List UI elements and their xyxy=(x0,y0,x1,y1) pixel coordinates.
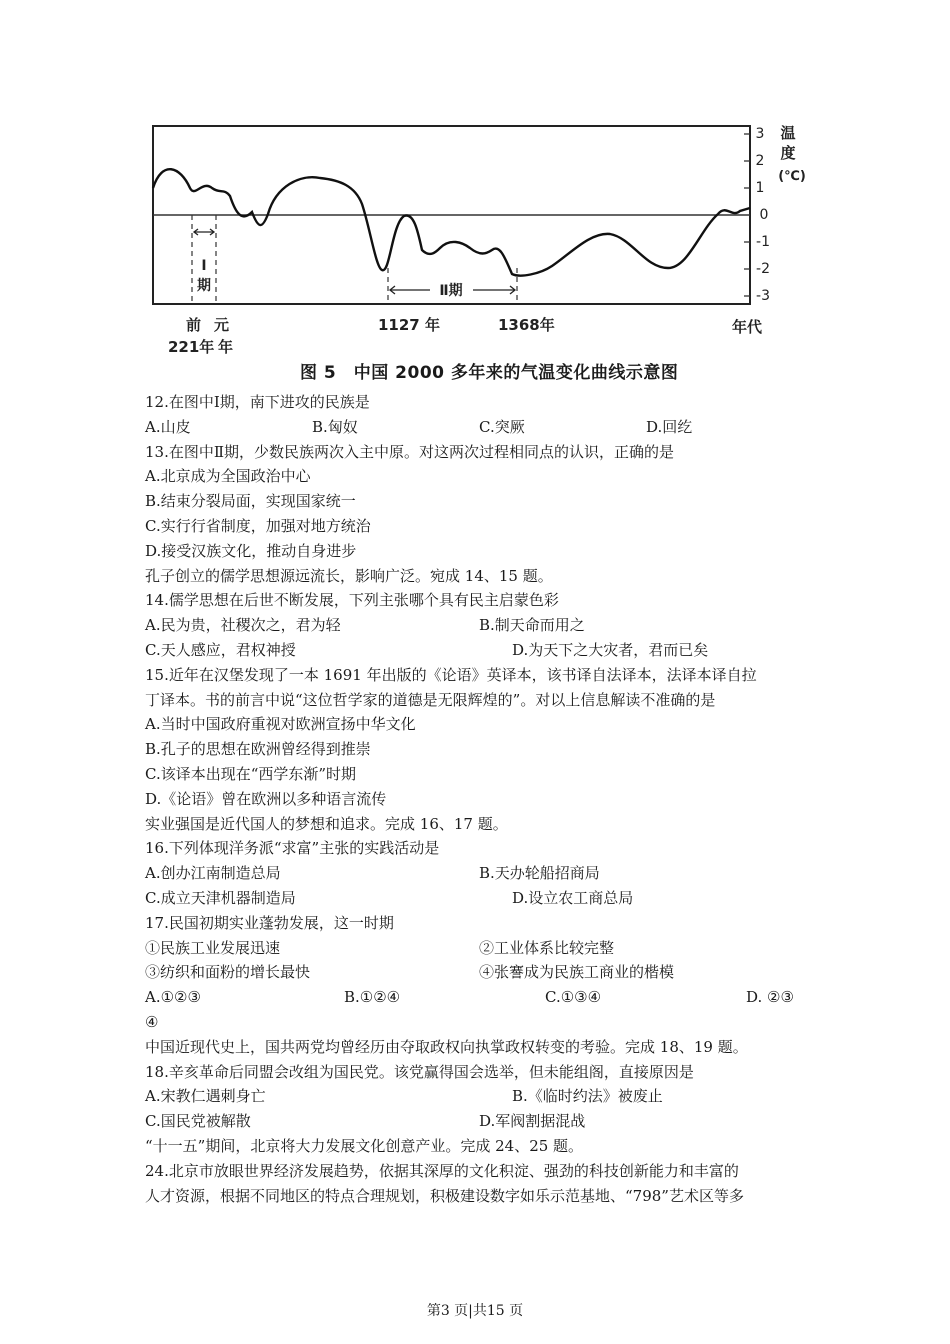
y-tick-label: 3 xyxy=(755,126,765,142)
period1-label-2: 期 xyxy=(197,278,211,294)
svg-text:度: 度 xyxy=(780,144,796,162)
x-label-1127: 1127 年 xyxy=(378,316,440,334)
question-stem: 17.民国初期实业蓬勃发展，这一时期 xyxy=(145,913,394,932)
y-tick-label: 0 xyxy=(759,207,769,223)
option-text: D.《论语》曾在欧洲以多种语言流传 xyxy=(145,789,387,808)
option-text: C.该译本出现在“西学东渐”时期 xyxy=(145,764,357,783)
question-stem: 丁译本。书的前言中说“这位哲学家的道德是无限辉煌的”。对以上信息解读不准确的是 xyxy=(145,690,716,709)
passage-intro: 实业强国是近代国人的梦想和追求。完成 16、17 题。 xyxy=(145,814,508,833)
svg-text:温: 温 xyxy=(780,124,796,142)
x-label-qian: 前 xyxy=(186,316,202,334)
y-tick-label: -1 xyxy=(756,234,770,250)
option-text: D.回纥 xyxy=(646,417,693,436)
option-row xyxy=(145,1084,815,1109)
passage-intro: 中国近现代史上，国共两党均曾经历由夺取政权向执掌政权转变的考验。完成 18、19 题。 xyxy=(145,1037,748,1056)
question-stem: 13.在图中Ⅱ期，少数民族两次入主中原。对这两次过程相同点的认识，正确的是 xyxy=(145,442,675,461)
temperature-curve xyxy=(153,169,750,275)
period2-label: Ⅱ期 xyxy=(439,283,463,299)
option-text: B.天办轮船招商局 xyxy=(479,864,600,883)
option-text: B.匈奴 xyxy=(312,417,358,436)
y-tick-label: 1 xyxy=(755,180,765,196)
option-text: A.宋教仁遇刺身亡 xyxy=(145,1087,266,1106)
option-text: C.①③④ xyxy=(545,988,602,1007)
temperature-chart xyxy=(140,118,810,363)
option-text: B.孔子的思想在欧洲曾经得到推崇 xyxy=(145,740,371,759)
option-row xyxy=(145,613,815,638)
y-tick-label: -3 xyxy=(756,288,770,304)
statement-text: ④张謇成为民族工商业的楷模 xyxy=(479,963,675,982)
option-row xyxy=(145,1109,815,1134)
option-text: C.突厥 xyxy=(479,417,525,436)
question-stem: 16.下列体现洋务派“求富”主张的实践活动是 xyxy=(145,839,440,858)
option-text: D.为天下之大灾者，君而已矣 xyxy=(512,640,709,659)
option-row xyxy=(145,886,815,911)
option-text: A.①②③ xyxy=(145,988,201,1007)
question-text xyxy=(145,390,815,1208)
statement-text: ②工业体系比较完整 xyxy=(479,938,615,957)
option-text: A.民为贵，社稷次之，君为轻 xyxy=(145,616,341,635)
option-text: D.军阀割据混战 xyxy=(479,1112,586,1131)
option-text: C.天人感应，君权神授 xyxy=(145,640,296,659)
option-text: C.成立天津机器制造局 xyxy=(145,888,296,907)
option-text: A.当时中国政府重视对欧洲宣扬中华文化 xyxy=(145,715,416,734)
passage-intro: 孔子创立的儒学思想源远流长，影响广泛。宛成 14、15 题。 xyxy=(145,566,553,585)
x-label-yuan: 元 xyxy=(214,316,230,334)
option-text: D. ②③ xyxy=(746,988,794,1007)
page-footer: 第3 页|共15 页 xyxy=(426,1303,524,1319)
x-label-221: 221年 xyxy=(168,338,215,356)
option-text: B.制天命而用之 xyxy=(479,616,585,635)
option-row xyxy=(145,861,815,886)
x-label-1368: 1368年 xyxy=(498,316,555,334)
option-row xyxy=(145,415,815,440)
x-axis-labels xyxy=(168,316,763,356)
temperature-chart-figure xyxy=(140,118,810,363)
statement-row xyxy=(145,936,815,961)
option-text: B.《临时约法》被废止 xyxy=(512,1087,663,1106)
option-row xyxy=(145,985,815,1010)
option-text: A.创办江南制造总局 xyxy=(145,864,281,883)
question-stem: 18.辛亥革命后同盟会改组为国民党。该党赢得国会选举，但未能组阁，直接原因是 xyxy=(145,1062,694,1081)
statement-row xyxy=(145,960,815,985)
x-label-nian: 年 xyxy=(218,338,234,356)
question-stem: 15.近年在汉堡发现了一本 1691 年出版的《论语》英译本，该书译自法译本，法译本译自拉 xyxy=(145,665,757,684)
option-text: C.实行行省制度，加强对地方统治 xyxy=(145,516,371,535)
option-text: A.山皮 xyxy=(145,417,191,436)
y-tick-labels xyxy=(756,126,770,304)
option-text: B.①②④ xyxy=(344,988,401,1007)
question-stem: 12.在图中Ⅰ期，南下进攻的民族是 xyxy=(145,393,370,411)
statement-text: ③纺织和面粉的增长最快 xyxy=(145,963,311,982)
x-label-niandai: 年代 xyxy=(732,318,763,336)
period1-label-1: Ⅰ xyxy=(201,258,207,274)
statement-text: ①民族工业发展迅速 xyxy=(145,938,281,957)
option-text: ④ xyxy=(145,1012,159,1031)
option-text: D.接受汉族文化，推动自身进步 xyxy=(145,541,357,560)
question-stem: 人才资源，根据不同地区的特点合理规划，积极建设数字如乐示范基地、“798”艺术区等多 xyxy=(145,1186,744,1205)
option-text: A.北京成为全国政治中心 xyxy=(145,467,311,486)
y-tick-label: -2 xyxy=(756,261,770,277)
y-tick-label: 2 xyxy=(755,153,765,169)
option-text: D.设立农工商总局 xyxy=(512,888,634,907)
question-stem: 14.儒学思想在后世不断发展，下列主张哪个具有民主启蒙色彩 xyxy=(145,591,559,610)
passage-intro: “十一五”期间，北京将大力发展文化创意产业。完成 24、25 题。 xyxy=(145,1136,584,1155)
figure-caption: 图 5 中国 2000 多年来的气温变化曲线示意图 xyxy=(300,363,679,383)
option-text: C.国民党被解散 xyxy=(145,1112,251,1131)
y-axis-title xyxy=(778,124,806,184)
option-row xyxy=(145,638,815,663)
option-text: B.结束分裂局面，实现国家统一 xyxy=(145,492,356,511)
svg-text:(℃): (℃) xyxy=(778,169,806,184)
question-stem: 24.北京市放眼世界经济发展趋势，依据其深厚的文化积淀、强劲的科技创新能力和丰富的 xyxy=(145,1161,739,1180)
